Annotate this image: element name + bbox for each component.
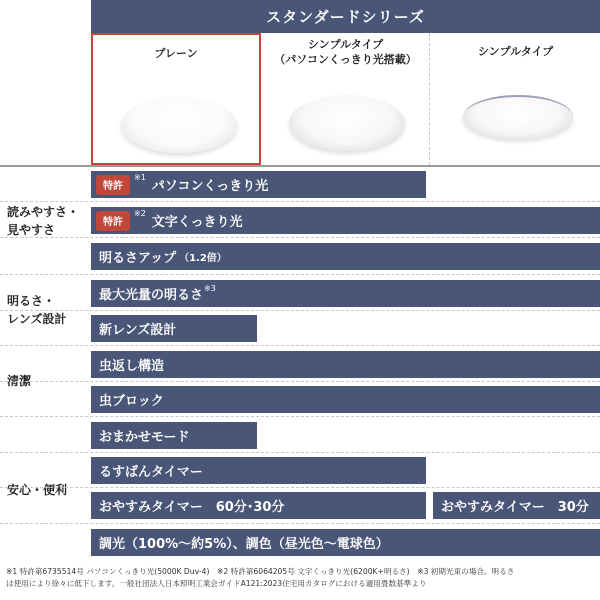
- feature-label: 新レンズ設計: [99, 323, 177, 338]
- ceiling-light-image-plain: [121, 97, 237, 153]
- row-divider: [0, 381, 600, 382]
- model-name-simple-pc-line1: シンプルタイプ: [307, 38, 384, 51]
- ceiling-light-image-simple: [463, 95, 573, 139]
- feature-bar-text-light: [91, 207, 600, 234]
- feature-label: 文字くっきり光: [151, 215, 243, 230]
- feature-bar-max-brightness: [91, 280, 600, 307]
- feature-sublabel: （1.2倍）: [179, 253, 227, 264]
- feature-label: おまかせモード: [99, 430, 190, 445]
- feature-label: 虫返し構造: [99, 359, 165, 374]
- feature-bar-oyasumi-full: [91, 492, 426, 519]
- row-divider: [0, 523, 600, 524]
- feature-bar-dimming: [91, 529, 600, 556]
- note-marker: ※2: [134, 209, 146, 218]
- feature-label: るすばんタイマー: [99, 465, 203, 480]
- section-divider: [0, 416, 600, 417]
- feature-label: おやすみタイマー 30分: [441, 500, 589, 515]
- feature-bar-pc-light: [91, 171, 426, 198]
- ceiling-light-image-simple-pc: [289, 95, 405, 151]
- section-label-readability-line2: 見やすさ: [7, 223, 56, 237]
- section-divider: [0, 345, 600, 346]
- header-divider: [0, 165, 600, 167]
- section-label-readability-line1: 読みやすさ・: [7, 205, 80, 219]
- feature-bar-bug-block: [91, 386, 600, 413]
- feature-label: パソコンくっきり光: [151, 179, 269, 194]
- footnote-line2: は使用により徐々に低下します。一般社団法人日本照明工業会ガイドA121:2023住宅用カタログにおける適用畳数基準より: [6, 579, 427, 588]
- feature-label: 最大光量の明るさ: [99, 288, 204, 303]
- section-label-readability: [0, 203, 88, 239]
- row-divider: [0, 310, 600, 311]
- feature-label: 調光（100%～約5%）、調色（昼光色～電球色）: [99, 537, 389, 552]
- feature-bar-brightness-up: [91, 243, 600, 270]
- feature-bar-omakase: [91, 422, 257, 449]
- note-marker: ※1: [134, 173, 146, 182]
- model-name-plain: プレーン: [154, 47, 198, 60]
- row-divider: [0, 237, 600, 238]
- model-column-simple-pc[interactable]: [262, 33, 430, 165]
- feature-bar-rusuban: [91, 457, 426, 484]
- patent-badge: 特許: [96, 211, 130, 231]
- series-header: スタンダードシリーズ: [91, 0, 600, 33]
- note-marker: ※3: [204, 284, 216, 293]
- feature-bar-oyasumi-simple: [433, 492, 600, 519]
- patent-badge: 特許: [96, 175, 130, 195]
- model-column-simple[interactable]: [431, 33, 600, 165]
- section-label-clean: 清潔: [7, 374, 32, 388]
- footnote: [6, 566, 596, 590]
- feature-bar-new-lens: [91, 315, 257, 342]
- section-label-brightness-line2: レンズ設計: [7, 312, 67, 326]
- feature-label: おやすみタイマー 60分･30分: [99, 500, 285, 515]
- model-column-plain[interactable]: [91, 33, 261, 165]
- row-divider: [0, 201, 600, 202]
- section-divider: [0, 274, 600, 275]
- feature-label: 虫ブロック: [99, 394, 164, 409]
- footnote-line1: ※1 特許第6735514号 パソコンくっきり光(5000K Duv-4) ※2 特許第6064205号 文字くっきり光(6200K+明るさ) ※3 初期光束の場合。明るさ: [6, 567, 515, 576]
- section-label-brightness-line1: 明るさ・: [7, 294, 56, 308]
- row-divider: [0, 452, 600, 453]
- model-name-simple: シンプルタイプ: [477, 45, 554, 58]
- feature-label: 明るさアップ: [99, 251, 177, 266]
- row-divider: [0, 487, 600, 488]
- model-name-simple-pc-line2: （パソコンくっきり光搭載）: [274, 53, 417, 66]
- section-label-safety: 安心・便利: [7, 483, 68, 497]
- feature-bar-bug-structure: [91, 351, 600, 378]
